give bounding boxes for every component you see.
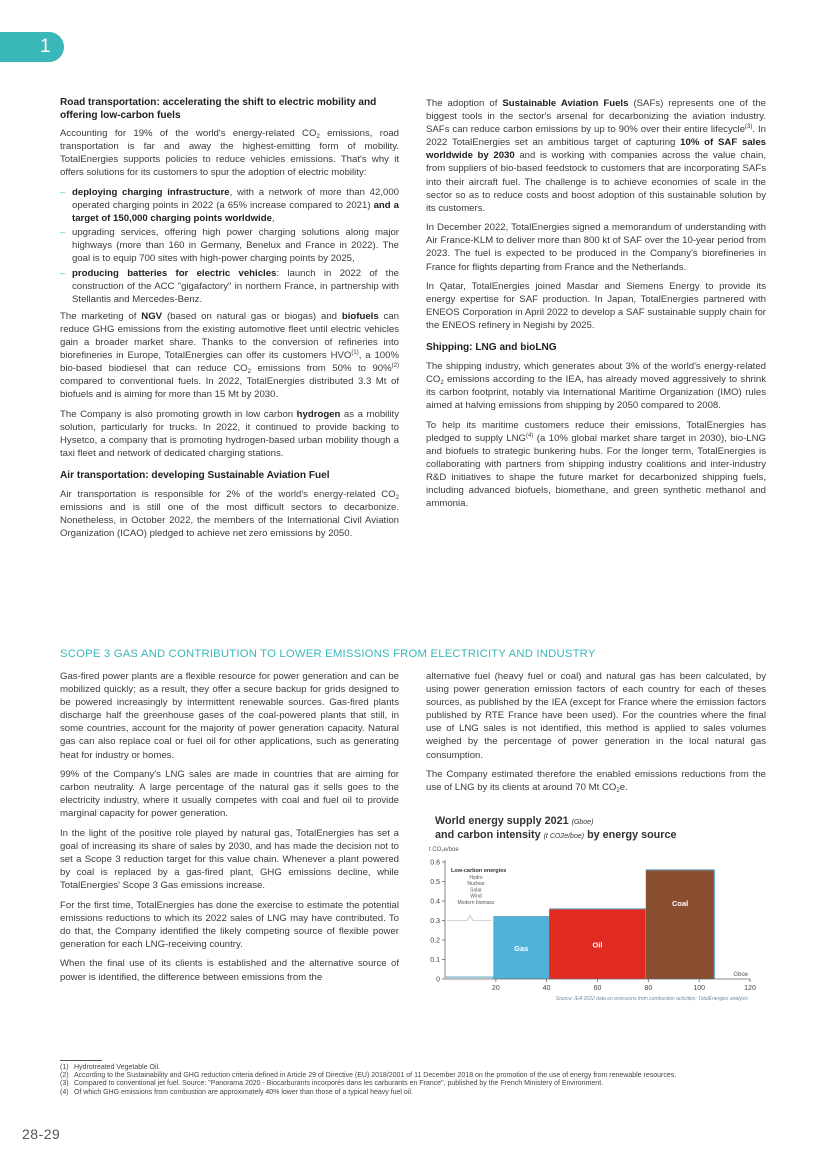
footnote-list [60, 1064, 770, 1097]
chart-plot [425, 843, 770, 1005]
road-intro: Accounting for 19% of the world's energy-related $CO_2$ emissions, road transportation is far and away the highest-emitting form of mobility. TotalEnergies supports policies to reduce vehicles emissions. That's why it offers solutions for its customers to spur the adoption of electric mobility: [60, 128, 399, 179]
chart-y-tick-label: 0.6 [430, 859, 440, 867]
scope3-right-p1: alternative fuel (heavy fuel or coal) and natural gas has been calculated, by using power generation emission factors of each country for each of theses sources, as published by the IEA (except for France where the emission factors published by RTE France have been used). For the countries where the final use of LNG sales is not identified, this method is applied to sales volumes weighed by the percentage of power generation in the local natural gas consumption. [426, 671, 766, 761]
shipping-paragraph-2: To help its maritime customers reduce their emissions, TotalEnergies has pledged to supply LNG$^{(4)}$ (a 10% global market share target in 2030), bio-LNG and biofuels to strategic bunkering hubs. For the longer term, TotalEnergies is collaborating with partners from shipping industry coalitions and inter-industry R&D initiatives to shape the future market for decarbonized shipping fuels, including advanced biofuels, biomethane, and green synthetic methanol and ammonia. [426, 419, 766, 510]
chart-title-line1: World energy supply 2021 [435, 815, 569, 827]
scope3-left-p4: For the first time, TotalEnergies has done the exercise to estimate the potential emissions reductions to which its 2022 sales of LNG may have contributed. To do that, the Company identified the likely competing source of flexible power generation for each LNG-receiving country. [60, 899, 399, 950]
footnote [60, 1064, 770, 1072]
page-tab-number: 1 [40, 36, 51, 57]
chart-y-axis-label: t CO₂e/boe [429, 847, 459, 853]
footnote-number: (3) [60, 1080, 69, 1088]
chart-x-axis-label: Gboe [733, 972, 748, 978]
chart-low-carbon-item: Modern biomass [457, 899, 495, 906]
chart-y-tick-label: 0.2 [430, 937, 440, 945]
bullet-charging: – deploying charging infrastructure, with a network of more than 42,000 operated charging points in 2022 (a 65% increase compared to 2021) and a target of 150,000 charging points worldwide, [60, 186, 399, 225]
chart-x-tick-label: 60 [593, 985, 602, 992]
shipping-paragraph-1: The shipping industry, which generates about 3% of the world's energy-related $CO_2$ emissions according to the IEA, has already moved aggressively to shrink its carbon footprint, notably via International Maritime Organization (IMO) rules aimed at halving emissions from shipping by 2050 compared to 2008. [426, 360, 766, 412]
bullet-upgrading: – upgrading services, offering high power charging solutions along major highways (more than 160 in Germany, Benelux and France in 2022). The goal is to equip 700 sites with high-power charging points by 2025, [60, 227, 399, 265]
chart-low-carbon-title: Low-carbon energies [451, 868, 507, 874]
footnote-rule [60, 1060, 102, 1061]
footnote-text: Of which GHG emissions from combustion are approximately 40% lower than those of a typical heavy fuel oil. [74, 1088, 413, 1096]
footnotes [60, 1060, 770, 1097]
shipping-heading: Shipping: LNG and bioLNG [426, 342, 557, 354]
scope3-left-p3: In the light of the positive role played by natural gas, TotalEnergies has set a goal of increasing its share of sales by 2030, and has made the decision not to set a Scope 3 reduction target for this value chain. Whenever a plant powered by coal is replaced by a gas-fired plant, GHG emissions decline, while TotalEnergies' Scope 3 Gas emissions increase. [60, 827, 399, 892]
saf-paragraph-1: The adoption of Sustainable Aviation Fuels (SAFs) represents one of the biggest tools in the sector's arsenal for decarbonizing the aviation industry. SAFs can reduce carbon emissions by up to 90% over their entire lifecycle$^{(3)}$. In 2022 TotalEnergies set an ambitious target of capturing 10% of SAF sales worldwide by 2030 and is working with companies across the value chain, from suppliers of bio-based feedstock to customers that are incorporating SAFs into their aircraft fuel. The challenge is to achieve economies of scale in the sector so as to reduce costs and boost adoption of this sustainable solution by its customers. [426, 98, 766, 214]
scope3-left-p1: Gas-fired power plants are a flexible resource for power generation and can be mobilized quickly; as a result, they offer a secure backup for grids designed to be powered increasingly by intermittent renewable sources. Gas-fired plants discharge half the greenhouse gases of the coal-powered plants that still, in some countries, account for the majority of power generation capacity. Natural gas can also replace coal or fuel oil for other applications, such as generating heat for industry or homes. [60, 671, 399, 761]
energy-supply-chart [425, 815, 770, 1005]
chart-low-carbon-item: Hydro [469, 875, 483, 881]
chart-x-tick-label: 120 [744, 985, 756, 992]
scope3-left-p2: 99% of the Company's LNG sales are made in countries that are aiming for carbon neutrality. A large percentage of the natural gas it sells goes to the electricity industry, where it usually competes with coal and fuel oil to provide marginal capacity for power generation. [60, 769, 399, 820]
chart-bar-label: Gas [514, 943, 529, 953]
footnote [60, 1080, 770, 1088]
bullet-batteries: – producing batteries for electric vehicles: launch in 2022 of the construction of the ACC "gigafactory" in northern France, in partnership with Stellantis and Mercedes-Benz. [60, 267, 399, 305]
chart-title-line2-unit: (t CO2e/boe) [543, 833, 585, 841]
footnote [60, 1072, 770, 1080]
scope3-right-column [426, 670, 766, 801]
left-column [60, 97, 399, 547]
chart-y-tick-label: 0.3 [430, 918, 440, 925]
footnote-text: Compared to conventional jet fuel. Source: "Panorama 2020 - Biocarburants incorporés dans les carburants en France", published by the French Ministery of Environment. [74, 1080, 604, 1088]
air-paragraph: Air transportation is responsible for 2% of the world's energy-related $CO_2$ emissions and is still one of the most difficult sectors to decarbonize. Nonetheless, in October 2022, the members of the International Civil Aviation Organization (ICAO) pledged to achieve net zero emissions by 2050. [60, 488, 399, 540]
chart-title [435, 815, 775, 844]
chart-low-carbon-item: Nuclear [467, 881, 485, 888]
chart-title-line2a: and carbon intensity [435, 829, 541, 842]
footnote-number: (1) [60, 1064, 69, 1071]
scope3-left-column [60, 670, 399, 990]
saf-paragraph-3: In Qatar, TotalEnergies joined Masdar and Siemens Energy to provide its energy expertise for SAF production. In Japan, TotalEnergies partnered with ENEOS Corporation in April 2022 to develop a SAF sustainable supply chain for the ENEOS refinery in Negishi by 2025. [426, 281, 766, 332]
chart-y-tick-label: 0 [436, 976, 440, 984]
chart-x-tick-label: 20 [491, 985, 500, 992]
saf-paragraph-2: In December 2022, TotalEnergies signed a memorandum of understanding with Air France-KLM to deliver more than 800 kt of SAF over the 10-year period from 2023. The fuel is expected to be produced in the Company's biorefineries in France for flights departing from France and the Netherlands. [426, 222, 766, 273]
footnote-number: (2) [60, 1072, 69, 1080]
chart-title-line1-unit: (Gboe) [571, 819, 594, 826]
hydrogen-paragraph: The Company is also promoting growth in low carbon hydrogen as a mobility solution, particularly for trucks. In 2022, it continued to provide backing to Hysetco, a company that is promoting hydrogen-based urban mobility though a taxi fleet and network of dedicated charging stations. [60, 408, 400, 460]
page-tab [0, 32, 64, 62]
scope3-left-p5: When the final use of its clients is established and the alternative source of power is identified, the difference between emissions from the [60, 958, 399, 983]
chart-x-tick-label: 100 [693, 985, 706, 992]
chart-y-tick-label: 0.5 [430, 879, 440, 886]
footnote-text: Hydrotreated Vegetable Oil. [74, 1064, 160, 1071]
chart-source: Source: IEA 2022 data on emissions from combustion activities; TotalEnergies analysis [555, 996, 748, 1002]
road-heading: Road transportation: accelerating the shift to electric mobility and offering low-carbon fuels [60, 97, 377, 121]
footnote [60, 1089, 770, 1097]
chart-bar-label: Coal [671, 898, 689, 908]
road-bullet-list [60, 186, 399, 306]
chart-low-carbon-item: Wind [470, 893, 482, 900]
right-column [426, 97, 766, 517]
chart-low-carbon-item: Solar [470, 887, 482, 894]
chart-y-tick-label: 0.1 [430, 957, 440, 964]
chart-title-line2b: by energy source [587, 829, 677, 842]
ngv-paragraph: The marketing of NGV (based on natural gas or biogas) and biofuels can reduce GHG emissions from the existing automotive fleet until electric vehicles gain a broader market share. Thanks to the conversion of refineries into biorefineries in Europe, TotalEnergies can offer its customers HVO$^{(1)}$, a 100% bio-based biodiesel that can reduce $CO_2$ emissions from 50% to 90%$^{(2)}$ compared to conventional fuels. In 2022, TotalEnergies distributed 3.3 Mt of biofuels and is aiming for more than 15 Mt by 2030. [60, 310, 400, 401]
scope3-section-title: SCOPE 3 GAS AND CONTRIBUTION TO LOWER EMISSIONS FROM ELECTRICITY AND INDUSTRY [60, 648, 596, 660]
footnote-number: (4) [60, 1088, 69, 1096]
air-heading: Air transportation: developing Sustainable Aviation Fuel [60, 470, 330, 482]
chart-x-tick-label: 80 [644, 985, 653, 992]
footnote-text: According to the Sustainability and GHG reduction criteria defined in Article 29 of Directive (EU) 2018/2001 of 11 December 2018 on the promotion of the use of energy from renewable resources. [74, 1072, 677, 1080]
chart-y-tick-label: 0.4 [430, 898, 440, 906]
chart-bar-coal [646, 870, 715, 979]
scope3-right-p2: The Company estimated therefore the enabled emissions reductions from the use of LNG by its clients at around 70 Mt $CO_2e$. [426, 769, 766, 795]
chart-x-tick-label: 40 [542, 985, 551, 992]
page-folio: 28-29 [22, 1126, 61, 1142]
chart-low-carbon-bracket [447, 916, 491, 921]
chart-bar-label: Oil [592, 940, 603, 950]
